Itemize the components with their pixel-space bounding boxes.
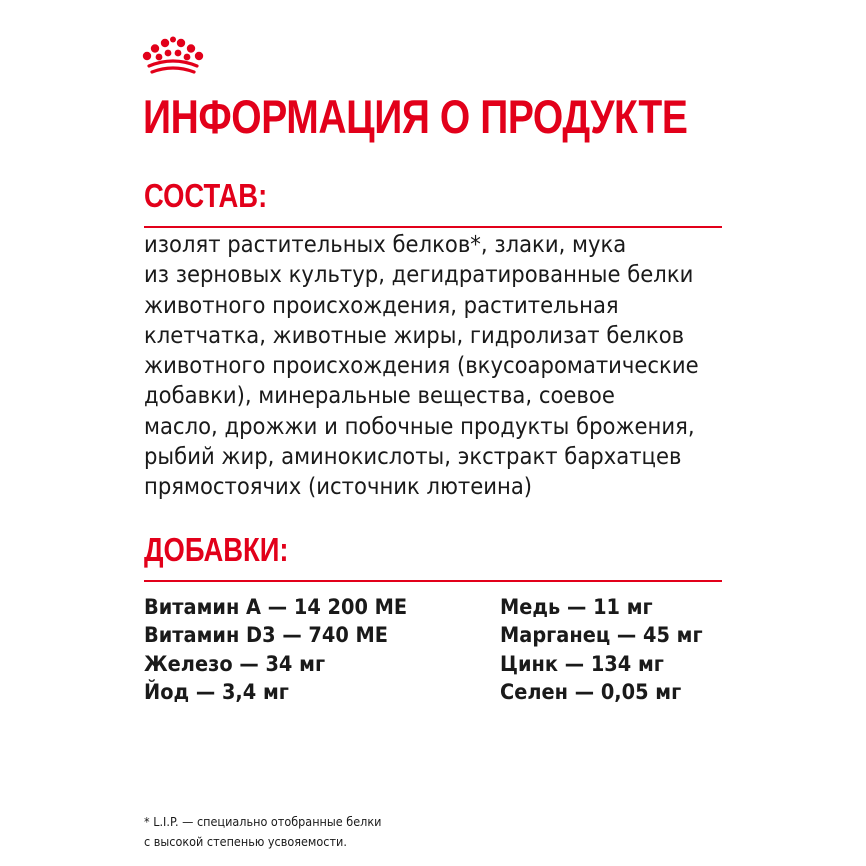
composition-heading: СОСТАВ: — [144, 177, 268, 214]
crown-icon — [142, 36, 204, 76]
additive-item: Селен — 0,05 мг — [500, 679, 682, 705]
additive-item: Витамин А — 14 200 МЕ — [144, 595, 408, 620]
additives-left-list — [144, 594, 407, 707]
additive-item: Марганец — 45 мг — [500, 623, 703, 649]
additives-divider — [144, 580, 722, 582]
composition-line: изолят растительных белков*, злаки, мука — [144, 232, 627, 258]
additive-item: Витамин D3 — 740 МЕ — [144, 623, 389, 649]
composition-text — [144, 230, 714, 503]
footnote-line: * L.I.P. — специально отобранные белки — [144, 814, 382, 829]
additive-item: Йод — 3,4 мг — [144, 679, 289, 705]
composition-line: из зерновых культур, дегидратированные белки — [144, 262, 694, 289]
composition-line: масло, дрожжи и побочные продукты брожения, — [144, 413, 695, 440]
composition-line: клетчатка, животные жиры, гидролизат белков — [144, 322, 685, 349]
composition-divider — [144, 226, 722, 228]
composition-line: рыбий жир, аминокислоты, экстракт бархатцев — [144, 444, 682, 471]
page-title: ИНФОРМАЦИЯ О ПРОДУКТЕ — [143, 90, 688, 143]
composition-line: животного происхождения, растительная — [144, 292, 619, 319]
additive-item: Медь — 11 мг — [500, 595, 653, 620]
footnote-line: с высокой степенью усвояемости. — [144, 834, 347, 849]
additive-item: Железо — 34 мг — [144, 651, 326, 677]
additive-item: Цинк — 134 мг — [500, 651, 664, 677]
composition-line: добавки), минеральные вещества, соевое — [144, 383, 615, 410]
additives-right-list — [500, 594, 703, 707]
composition-line: прямостоячих (источник лютеина) — [144, 474, 533, 501]
composition-line: животного происхождения (вкусоароматические — [144, 353, 699, 380]
footnote — [144, 812, 381, 852]
additives-heading: ДОБАВКИ: — [144, 531, 289, 568]
